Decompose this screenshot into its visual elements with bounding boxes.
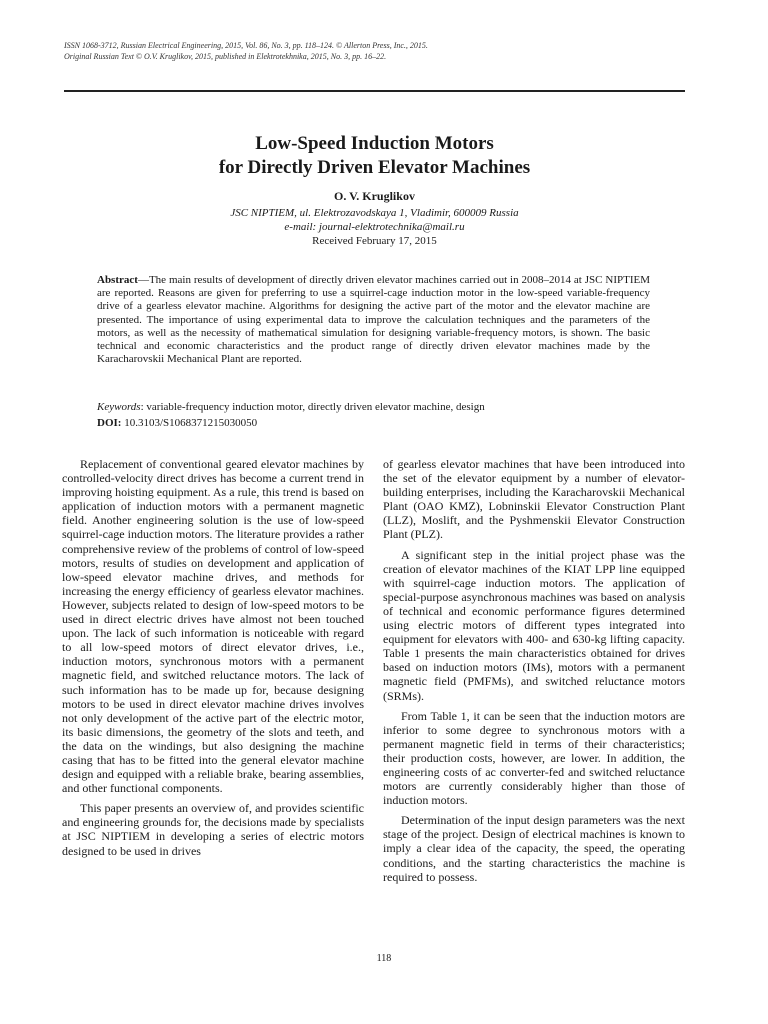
abstract-text: —The main results of development of directly driven elevator machines carried out in 2008–2014 at JSC NIPTIEM are reported. Reasons are given for preferring to use a squirrel-cage induction motor in the low-speed variable-frequency drive of a gearless elevator machine. Algorithms for designing the active part of the motor and the elevator machine are presented. The importance of using experimental data to improve the calculation techniques and the parameters of the motors, as well as the necessity of mathematical simulation for designing variable-frequency motors, is shown. The basic technical and economic characteristics and the product range of directly driven elevator machines made by the Karacharovskii Mechanical Plant are reported. bbox=[97, 274, 650, 366]
paragraph: Replacement of conventional geared elevator machines by controlled-velocity direct drives has become a current trend in improving hoisting equipment. As a rule, this trend is based on application of induction motors with a permanent magnetic field. Another engineering solution is the use of low-speed squirrel-cage induction motors. The literature provides a rather comprehensive review of the problems of control of low-speed motors, results of studies on development and application of low-speed elevator machine drives, and methods for increasing the energy efficiency of gearless elevator machines. However, subjects related to design of low-speed motors to be used in direct electric drives have almost not been touched upon. The lack of such information is noticeable with regard to all low-speed motors of direct elevator drives, i.e., induction motors, synchronous motors with a permanent magnetic field, and switched reluctance motors. The lack of such information has to be made up for, because designing motors to be used in direct elevator machine drives involves not only development of the active part of the electric motor, its basic dimensions, the geometry of the slots and teeth, and the data on the windings, but also designing the machine casing that has to be fitted into the general elevator machine design and equipped with a reliable brake, bearing assemblies, and other functional components. bbox=[62, 457, 364, 796]
abstract-label: Abstract bbox=[97, 274, 138, 286]
paragraph: of gearless elevator machines that have been introduced into the set of the elevator equipment by a number of elevator-building enterprises, including the Karacharovskii Mechanical Plant (OAO KMZ), Lobninskii Elevator Construction Plant (LLZ), Moslift, and the Pyshmenskii Elevator Construction Plant (PLZ). bbox=[383, 457, 685, 542]
doi bbox=[97, 416, 650, 430]
keywords bbox=[97, 400, 650, 414]
title-line-2: for Directly Driven Elevator Machines bbox=[218, 157, 531, 178]
abstract bbox=[97, 274, 650, 366]
affiliation: JSC NIPTIEM, ul. Elektrozavodskaya 1, Vladimir, 600009 Russia bbox=[230, 207, 519, 219]
author-name: O. V. Kruglikov bbox=[334, 189, 415, 203]
title-line-1: Low-Speed Induction Motors bbox=[255, 133, 494, 154]
paper-title bbox=[64, 132, 685, 180]
paragraph: Determination of the input design parameters was the next stage of the project. Design of electrical machines is known to imply a clear idea of the capacity, the speed, the operating conditions, and the starting characteristics the machine is required to possess. bbox=[383, 813, 685, 884]
email: e-mail: journal-elektrotechnika@mail.ru bbox=[284, 221, 465, 233]
doi-label: DOI: bbox=[97, 417, 122, 429]
body-column-right bbox=[383, 457, 685, 884]
title-block bbox=[64, 132, 685, 248]
journal-citation: ISSN 1068-3712, Russian Electrical Engineering, 2015, Vol. 86, No. 3, pp. 118–124. © Allerton Press, Inc., 2015. bbox=[64, 41, 428, 50]
keywords-label: Keywords bbox=[97, 401, 141, 413]
journal-header bbox=[64, 40, 704, 62]
body-column-left bbox=[62, 457, 364, 858]
header-divider bbox=[64, 90, 685, 92]
original-text-note: Original Russian Text © O.V. Kruglikov, 2015, published in Elektrotekhnika, 2015, No. 3, pp. 16–22. bbox=[64, 52, 387, 61]
received-date: Received February 17, 2015 bbox=[312, 235, 437, 247]
paragraph: This paper presents an overview of, and provides scientific and engineering grounds for, the decisions made by specialists at JSC NIPTIEM in developing a series of electric motors designed to be used in drives bbox=[62, 801, 364, 858]
paragraph: From Table 1, it can be seen that the induction motors are inferior to some degree to synchronous motors with a permanent magnetic field in terms of their characteristics; their production costs, however, are lower. In addition, the engineering costs of ac converter-fed and switched reluctance motors are currently considerably higher than those of induction motors. bbox=[383, 708, 685, 808]
paragraph: A significant step in the initial project phase was the creation of elevator machines of the KIAT LPP line equipped with squirrel-cage induction motors. The application of special-purpose asynchronous machines was based on analysis of technical and economic performance figures determined using electric motors of different types integrated into equipment for elevators with 400- and 630-kg lifting capacity. Table 1 presents the main characteristics obtained for drives based on induction motors (IMs), motors with a permanent magnetic field (PMFMs), and switched reluctance motors (SRMs). bbox=[383, 547, 685, 703]
page-number: 118 bbox=[376, 953, 392, 964]
keywords-text: : variable-frequency induction motor, directly driven elevator machine, design bbox=[140, 401, 485, 413]
doi-value: 10.3103/S1068371215030050 bbox=[121, 417, 258, 429]
